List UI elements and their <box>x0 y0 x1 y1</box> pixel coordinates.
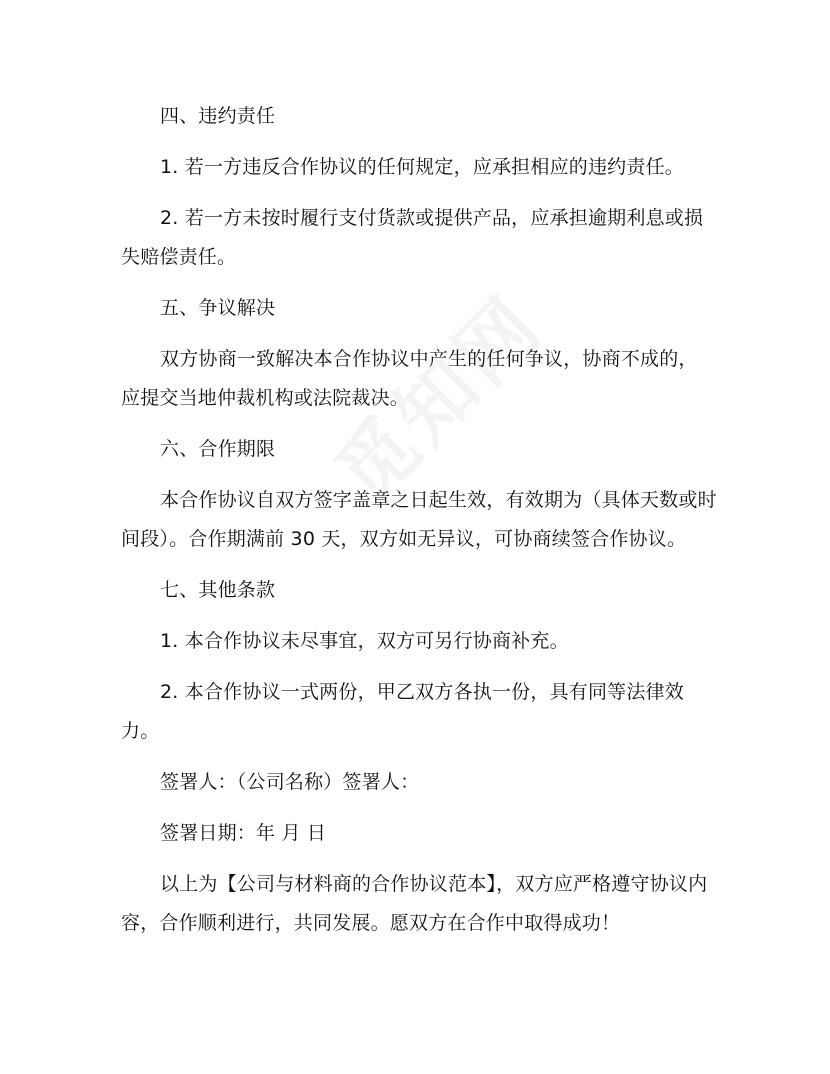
section-5-title: 五、争议解决 <box>160 297 276 319</box>
section-7-clause-2-line-1: 2. 本合作协议一式两份，甲乙双方各执一份，具有同等法律效 <box>160 681 684 703</box>
closing-line-2: 容，合作顺利进行，共同发展。愿双方在合作中取得成功！ <box>121 912 621 934</box>
section-6-paragraph-line-1: 本合作协议自双方签字盖章之日起生效，有效期为（具体天数或时 <box>160 489 717 511</box>
section-7-clause-1: 1. 本合作协议未尽事宜，双方可另行协商补充。 <box>160 630 569 652</box>
closing-line-1: 以上为【公司与材料商的合作协议范本】，双方应严格遵守协议内 <box>160 873 708 895</box>
section-5-paragraph-line-2: 应提交当地仲裁机构或法院裁决。 <box>121 387 410 409</box>
section-4-title: 四、违约责任 <box>160 105 276 127</box>
section-5-paragraph-line-1: 双方协商一致解决本合作协议中产生的任何争议，协商不成的， <box>160 348 698 370</box>
section-4-clause-1: 1. 若一方违反合作协议的任何规定，应承担相应的违约责任。 <box>160 156 684 178</box>
sign-date-line: 签署日期：年 月 日 <box>160 822 327 844</box>
section-7-clause-2-line-2: 力。 <box>121 720 160 742</box>
section-6-title: 六、合作期限 <box>160 438 276 460</box>
section-6-paragraph-line-2: 间段）。合作期满前 30 天，双方如无异议，可协商续签合作协议。 <box>121 528 687 550</box>
section-4-clause-2-line-1: 2. 若一方未按时履行支付货款或提供产品，应承担逾期利息或损 <box>160 207 704 229</box>
section-4-clause-2-line-2: 失赔偿责任。 <box>121 246 237 268</box>
section-7-title: 七、其他条款 <box>160 579 276 601</box>
signers-line: 签署人：（公司名称）签署人： <box>160 771 420 793</box>
